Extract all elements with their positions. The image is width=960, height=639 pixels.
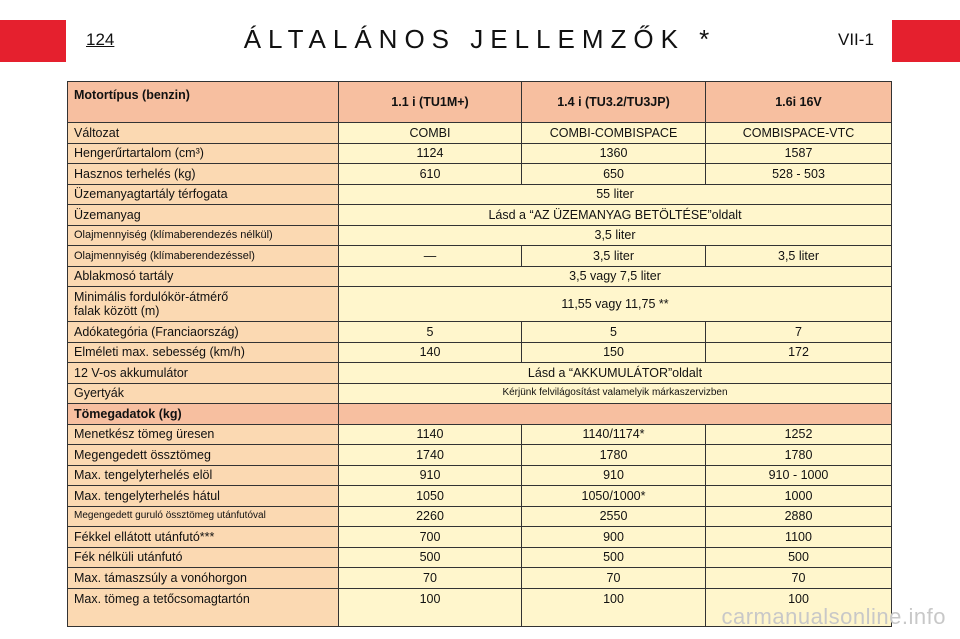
cell: 900 — [522, 527, 706, 548]
row-label: Menetkész tömeg üresen — [68, 424, 339, 445]
header-engine-1: 1.1 i (TU1M+) — [339, 82, 522, 123]
cell: 500 — [706, 547, 892, 568]
row-label: Üzemanyag — [68, 205, 339, 226]
cell: 1780 — [706, 445, 892, 466]
row-label: Fék nélküli utánfutó — [68, 547, 339, 568]
row-label: Olajmennyiség (klímaberendezéssel) — [68, 246, 339, 267]
cell: 700 — [339, 527, 522, 548]
row-label: Gyertyák — [68, 383, 339, 404]
cell: 5 — [339, 322, 522, 343]
left-red-tab — [0, 20, 66, 62]
table-row — [68, 164, 892, 185]
row-label: Üzemanyagtartály térfogata — [68, 184, 339, 205]
cell: 7 — [706, 322, 892, 343]
cell-span: 3,5 liter — [339, 225, 892, 246]
cell: 150 — [522, 342, 706, 363]
cell: COMBI-COMBISPACE — [522, 123, 706, 144]
table-row — [68, 486, 892, 507]
row-label: Megengedett guruló össztömeg utánfutóval — [68, 506, 339, 527]
table-row — [68, 123, 892, 144]
cell: 70 — [706, 568, 892, 589]
row-label: Max. támaszsúly a vonóhorgon — [68, 568, 339, 589]
row-label: Elméleti max. sebesség (km/h) — [68, 342, 339, 363]
cell: 1740 — [339, 445, 522, 466]
cell: 100 — [339, 588, 522, 626]
header-engine-3: 1.6i 16V — [706, 82, 892, 123]
row-label-line-1: Minimális fordulókör-átmérő — [74, 290, 229, 304]
page-number: 124 — [86, 30, 115, 49]
cell: 1050/1000* — [522, 486, 706, 507]
cell-span: Kérjünk felvilágosítást valamelyik márkaszervizben — [339, 383, 892, 404]
table-row — [68, 143, 892, 164]
page-title: ÁLTALÁNOS JELLEMZŐK * — [243, 24, 717, 54]
table-row — [68, 342, 892, 363]
table-header-row — [68, 82, 892, 123]
cell: 100 — [706, 588, 892, 626]
row-label: Megengedett össztömeg — [68, 445, 339, 466]
row-label: Max. tömeg a tetőcsomagtartón — [68, 588, 339, 626]
right-red-tab — [892, 20, 960, 62]
mass-section-row — [68, 404, 892, 425]
cell-span: Lásd a “AZ ÜZEMANYAG BETÖLTÉSE”oldalt — [339, 205, 892, 226]
table-row — [68, 363, 892, 384]
cell: 1360 — [522, 143, 706, 164]
cell: 1587 — [706, 143, 892, 164]
cell: 500 — [522, 547, 706, 568]
cell: 910 — [339, 465, 522, 486]
cell: 1124 — [339, 143, 522, 164]
table-row — [68, 205, 892, 226]
table-row — [68, 246, 892, 267]
cell: 3,5 liter — [706, 246, 892, 267]
table-row — [68, 445, 892, 466]
cell: — — [339, 246, 522, 267]
cell-span: 11,55 vagy 11,75 ** — [339, 287, 892, 322]
cell: 2550 — [522, 506, 706, 527]
table-row — [68, 506, 892, 527]
row-label: Hasznos terhelés (kg) — [68, 164, 339, 185]
cell: 910 - 1000 — [706, 465, 892, 486]
cell: 1780 — [522, 445, 706, 466]
cell: 140 — [339, 342, 522, 363]
row-label: Változat — [68, 123, 339, 144]
row-label: Max. tengelyterhelés hátul — [68, 486, 339, 507]
cell: 2260 — [339, 506, 522, 527]
row-label: 12 V-os akkumulátor — [68, 363, 339, 384]
table-row — [68, 383, 892, 404]
mass-section-fill — [339, 404, 892, 425]
row-label: Hengerűrtartalom (cm³) — [68, 143, 339, 164]
row-label: Olajmennyiség (klímaberendezés nélkül) — [68, 225, 339, 246]
cell: 2880 — [706, 506, 892, 527]
row-label: Max. tengelyterhelés elöl — [68, 465, 339, 486]
watermark: carmanualsonline.info — [721, 604, 946, 629]
table-row — [68, 322, 892, 343]
cell: 650 — [522, 164, 706, 185]
cell: 500 — [339, 547, 522, 568]
table-row — [68, 527, 892, 548]
cell: 1050 — [339, 486, 522, 507]
cell: 1252 — [706, 424, 892, 445]
cell: 70 — [522, 568, 706, 589]
cell: 910 — [522, 465, 706, 486]
row-label: Ablakmosó tartály — [68, 266, 339, 287]
table-row — [68, 568, 892, 589]
cell: 70 — [339, 568, 522, 589]
table-row — [68, 465, 892, 486]
cell: 1000 — [706, 486, 892, 507]
header-engine-2: 1.4 i (TU3.2/TU3JP) — [522, 82, 706, 123]
row-label: Fékkel ellátott utánfutó*** — [68, 527, 339, 548]
cell: 610 — [339, 164, 522, 185]
table-row — [68, 225, 892, 246]
cell: 5 — [522, 322, 706, 343]
cell: 100 — [522, 588, 706, 626]
table-row — [68, 547, 892, 568]
cell: 1140 — [339, 424, 522, 445]
row-label: Adókategória (Franciaország) — [68, 322, 339, 343]
row-label — [68, 287, 339, 322]
cell: 3,5 liter — [522, 246, 706, 267]
cell: COMBISPACE-VTC — [706, 123, 892, 144]
row-label-line-2: falak között (m) — [74, 304, 160, 318]
section-code: VII-1 — [838, 30, 874, 49]
cell: 1100 — [706, 527, 892, 548]
cell: 1140/1174* — [522, 424, 706, 445]
cell-span: 55 liter — [339, 184, 892, 205]
mass-section-title: Tömegadatok (kg) — [68, 404, 339, 425]
cell-span: Lásd a “AKKUMULÁTOR”oldalt — [339, 363, 892, 384]
cell: 528 - 503 — [706, 164, 892, 185]
cell: 172 — [706, 342, 892, 363]
table-row — [68, 266, 892, 287]
spec-table — [67, 81, 892, 627]
header-engine-type: Motortípus (benzin) — [68, 82, 339, 123]
cell: COMBI — [339, 123, 522, 144]
table-row — [68, 424, 892, 445]
cell-span: 3,5 vagy 7,5 liter — [339, 266, 892, 287]
table-row — [68, 287, 892, 322]
table-row — [68, 184, 892, 205]
